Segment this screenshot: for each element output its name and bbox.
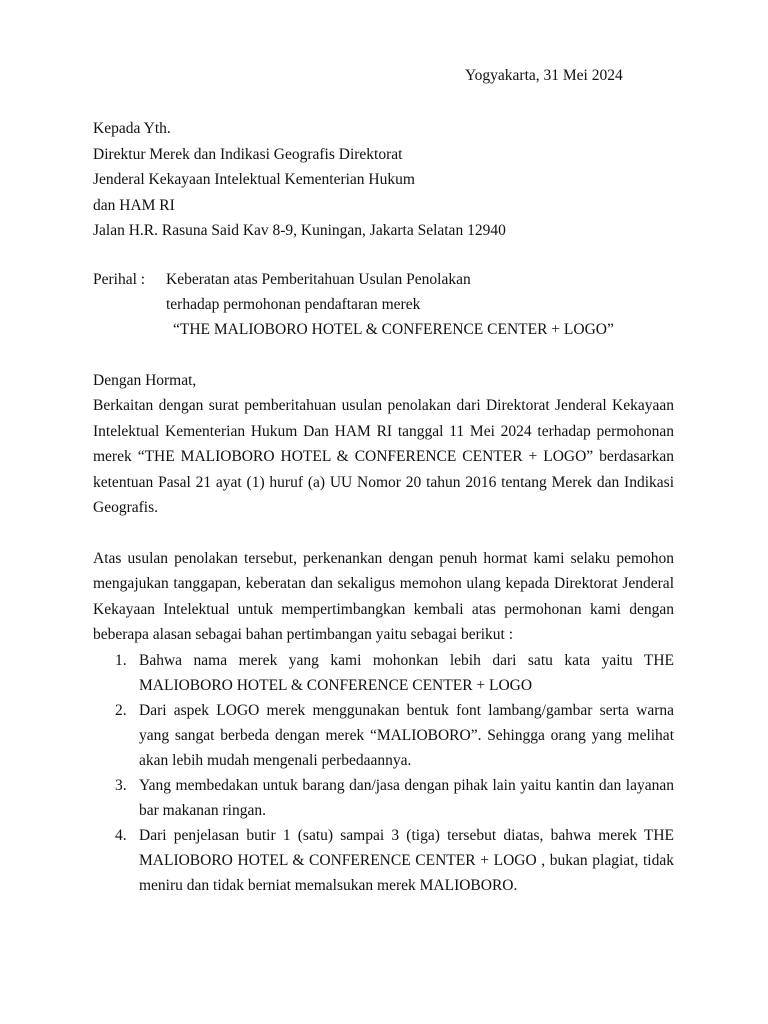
reason-item	[93, 648, 674, 698]
reason-text: Dari aspek LOGO merek menggunakan bentuk font lambang/gambar serta warna yang sangat berbeda dengan merek “MALIOBORO”. Sehingga orang yang melihat akan lebih mudah mengenali perbedaannya.	[139, 701, 674, 769]
reason-number: 1.	[115, 651, 127, 669]
subject-block	[93, 267, 693, 342]
paragraph: Atas usulan penolakan tersebut, perkenankan dengan penuh hormat kami selaku pemohon mengajukan tanggapan, keberatan dan sekaligus memohon ulang kepada Direktorat Jenderal Kekayaan Intelektual untuk mempertimbangkan kembali atas permohonan kami dengan beberapa alasan sebagai bahan pertimbangan yaitu sebagai berikut :	[93, 549, 674, 643]
subject-line: terhadap permohonan pendaftaran merek	[166, 296, 421, 313]
reason-text: Yang membedakan untuk barang dan/jasa dengan pihak lain yaitu kantin dan layanan bar makanan ringan.	[139, 776, 674, 819]
recipient-line: dan HAM RI	[93, 196, 175, 214]
paragraph: Berkaitan dengan surat pemberitahuan usulan penolakan dari Direktorat Jenderal Kekayaan Intelektual Kementerian Hukum Dan HAM RI tanggal 11 Mei 2024 terhadap permohonan merek “THE MALIOBORO HOTEL & CONFERENCE CENTER + LOGO” berdasarkan ketentuan Pasal 21 ayat (1) huruf (a) UU Nomor 20 tahun 2016 tentang Merek dan Indikasi Geografis.	[93, 397, 674, 516]
reason-number: 4.	[115, 826, 127, 844]
reason-item	[93, 698, 674, 773]
subject-label: Perihal :	[93, 271, 146, 288]
subject-line: “THE MALIOBORO HOTEL & CONFERENCE CENTER + LOGO”	[173, 321, 614, 338]
subject-line: Keberatan atas Pemberitahuan Usulan Penolakan	[166, 271, 471, 288]
recipient-line: Jenderal Kekayaan Intelektual Kementerian Hukum	[93, 171, 415, 188]
reason-number: 2.	[115, 701, 127, 719]
recipient-address	[93, 116, 693, 244]
place-date: Yogyakarta, 31 Mei 2024	[465, 67, 623, 84]
reasons-list	[93, 648, 674, 898]
recipient-line: Direktur Merek dan Indikasi Geografis Direktorat	[93, 145, 403, 163]
letter-body	[93, 368, 674, 898]
recipient-line: Jalan H.R. Rasuna Said Kav 8-9, Kuningan, Jakarta Selatan 12940	[93, 222, 506, 239]
reason-item	[93, 773, 674, 823]
greeting: Dengan Hormat,	[93, 372, 197, 389]
reason-text: Bahwa nama merek yang kami mohonkan lebih dari satu kata yaitu THE MALIOBORO HOTEL & CONFERENCE CENTER + LOGO	[139, 651, 674, 694]
recipient-line: Kepada Yth.	[93, 120, 171, 137]
reason-item	[93, 823, 674, 898]
reason-text: Dari penjelasan butir 1 (satu) sampai 3 (tiga) tersebut diatas, bahwa merek THE MALIOBORO HOTEL & CONFERENCE CENTER + LOGO , bukan plagiat, tidak meniru dan tidak berniat memalsukan merek MALIOBORO.	[139, 826, 674, 894]
reason-number: 3.	[115, 776, 127, 794]
